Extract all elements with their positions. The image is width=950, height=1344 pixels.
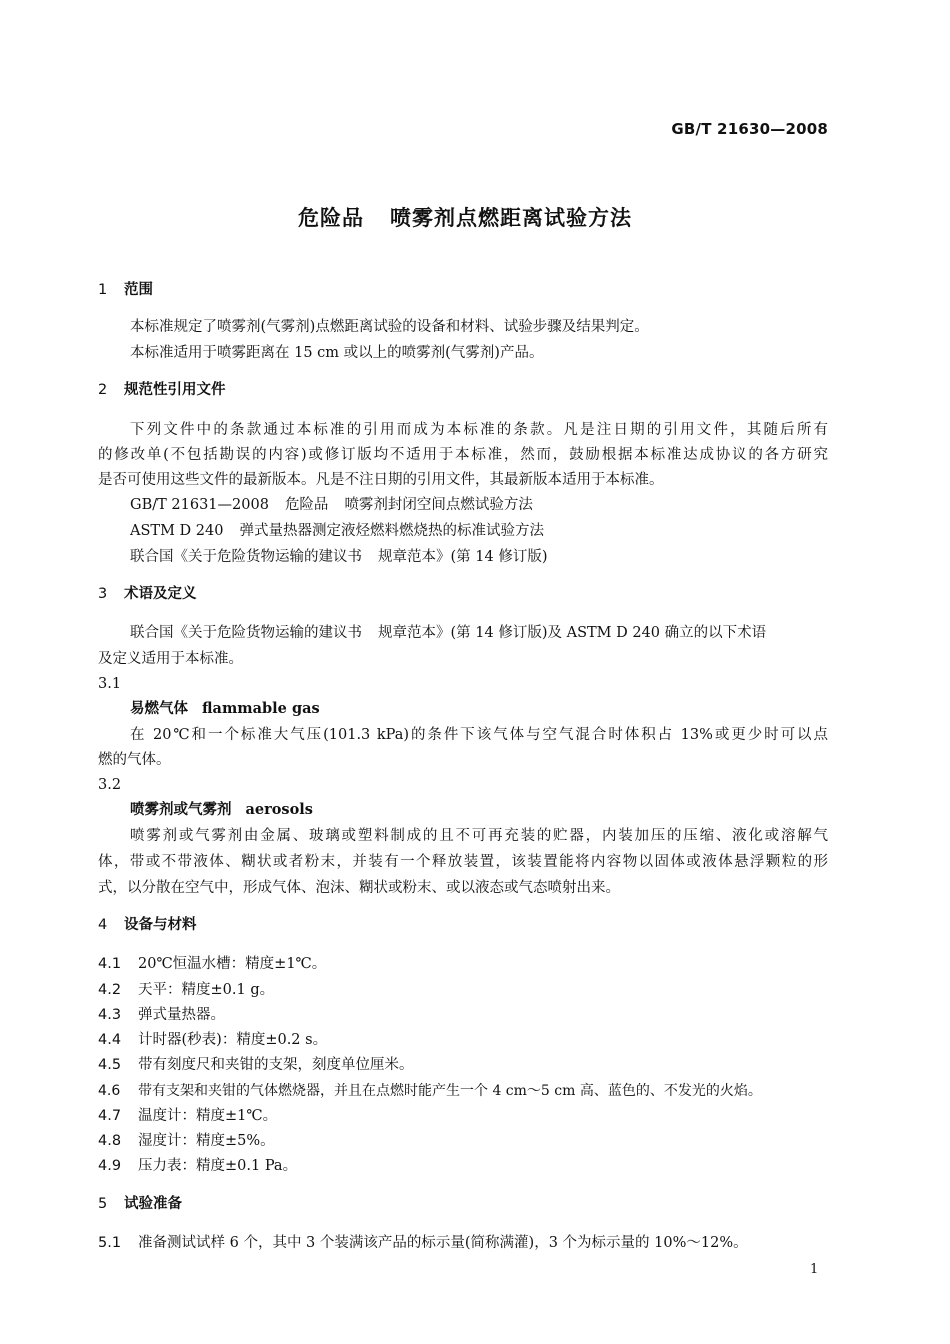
section-1-paragraph-2: 本标准适用于喷雾距离在 15 cm 或以上的喷雾剂(气雾剂)产品。 [130,345,544,361]
term-1-name: 易燃气体 flammable gas [130,700,320,717]
term-2-definition-line-1: 喷雾剂或气雾剂由金属、玻璃或塑料制成的且不可再充装的贮器，内装加压的压缩、液化或溶解气 [130,828,828,844]
document-title [0,202,930,232]
section-5-heading: 5 试验准备 [98,1196,182,1212]
reference-1: GB/T 21631—2008 危险品 喷雾剂封闭空间点燃试验方法 [130,497,533,513]
standard-code: GB/T 21630—2008 [671,120,828,138]
term-2-definition-line-3: 式，以分散在空气中，形成气体、泡沫、糊状或粉末、或以液态或气态喷射出来。 [98,880,620,896]
term-2-definition-line-2: 体，带或不带液体、糊状或者粉末，并装有一个释放装置，该装置能将内容物以固体或液体悬浮颗粒的形 [98,854,828,870]
item-4-8: 4.8 湿度计：精度±5%。 [98,1133,275,1149]
section-3-heading: 3 术语及定义 [98,586,197,602]
title-part2: 喷雾剂点燃距离试验方法 [390,206,632,230]
item-4-4: 4.4 计时器(秒表)：精度±0.2 s。 [98,1032,328,1048]
term-2-name: 喷雾剂或气雾剂 aerosols [130,801,313,818]
item-4-3: 4.3 弹式量热器。 [98,1007,225,1023]
term-1-definition-line-1: 在 20℃和一个标准大气压(101.3 kPa)的条件下该气体与空气混合时体积占 13%或更少时可以点 [130,727,828,743]
term-1-definition-line-2: 燃的气体。 [98,752,171,768]
term-2-number: 3.2 [98,777,122,793]
section-3-line-2: 及定义适用于本标准。 [98,651,243,667]
title-part1: 危险品 [298,206,364,230]
item-5-1: 5.1 准备测试试样 6 个，其中 3 个装满该产品的标示量(简称满灌)，3 个为标示量的 10%～12%。 [98,1235,748,1251]
section-1-heading: 1 范围 [98,282,153,298]
section-2-line-3: 是否可使用这些文件的最新版本。凡是不注日期的引用文件，其最新版本适用于本标准。 [98,472,664,488]
section-1-paragraph-1: 本标准规定了喷雾剂(气雾剂)点燃距离试验的设备和材料、试验步骤及结果判定。 [130,319,649,335]
item-4-7: 4.7 温度计：精度±1℃。 [98,1108,278,1124]
term-1-number: 3.1 [98,676,122,692]
reference-2: ASTM D 240 弹式量热器测定液烃燃料燃烧热的标准试验方法 [130,523,544,539]
section-2-heading: 2 规范性引用文件 [98,382,226,398]
item-4-6: 4.6 带有支架和夹钳的气体燃烧器，并且在点燃时能产生一个 4 cm～5 cm 高、蓝色的、不发光的火焰。 [98,1083,762,1099]
reference-3: 联合国《关于危险货物运输的建议书 规章范本》(第 14 修订版) [130,549,548,565]
section-2-line-2: 的修改单(不包括勘误的内容)或修订版均不适用于本标准，然而，鼓励根据本标准达成协议的各方研究 [98,447,828,463]
section-2-line-1: 下列文件中的条款通过本标准的引用而成为本标准的条款。凡是注日期的引用文件，其随后所有 [130,422,828,438]
item-4-5: 4.5 带有刻度尺和夹钳的支架，刻度单位厘米。 [98,1057,414,1073]
item-4-1: 4.1 20℃恒温水槽：精度±1℃。 [98,956,327,972]
page-number: 1 [810,1262,819,1277]
item-4-2: 4.2 天平：精度±0.1 g。 [98,982,275,998]
item-4-9: 4.9 压力表：精度±0.1 Pa。 [98,1158,298,1174]
section-4-heading: 4 设备与材料 [98,917,197,933]
section-3-line-1: 联合国《关于危险货物运输的建议书 规章范本》(第 14 修订版)及 ASTM D 240 确立的以下术语 [130,625,767,641]
